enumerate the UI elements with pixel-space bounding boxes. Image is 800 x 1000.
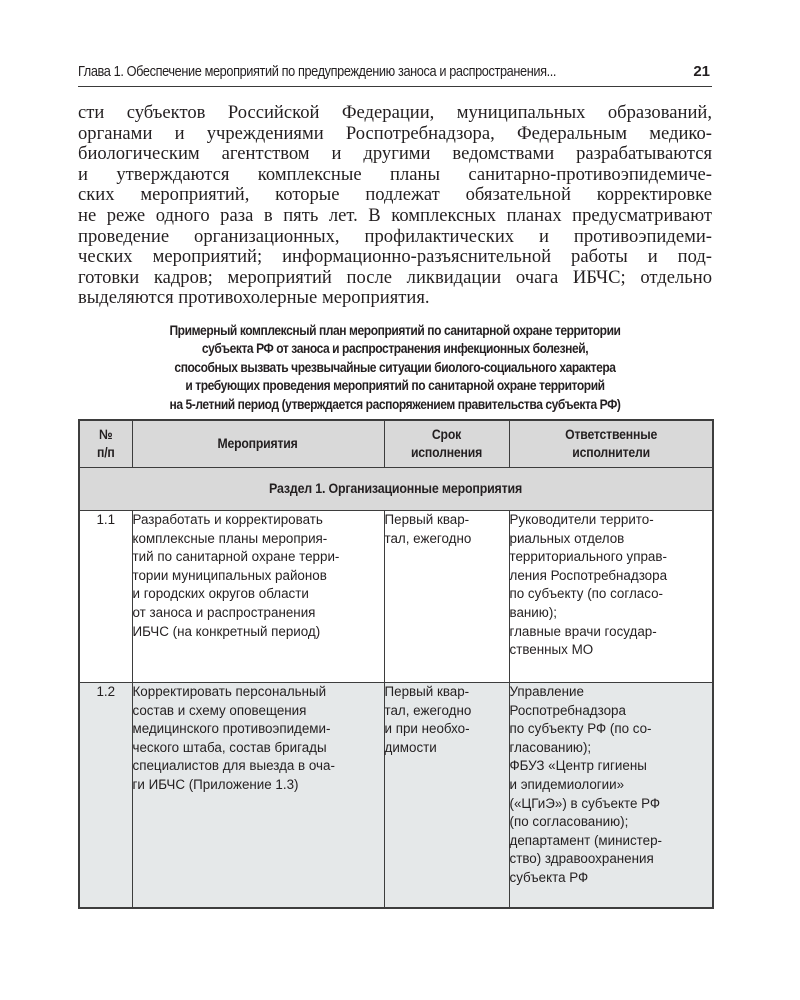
paragraph-line: и утверждаются комплексные планы санитарно-противоэпидемиче-: [78, 163, 712, 185]
cell-line: от заноса и распространения: [132, 604, 316, 620]
cell-line: Первый квар-: [384, 684, 470, 699]
caption-line: способных вызвать чрезвычайные ситуации биолого-социального характера: [174, 358, 616, 375]
header-text: Мероприятия: [217, 436, 299, 451]
cell-line: специалистов для выезда в оча-: [132, 758, 335, 774]
cell-line: Управление: [509, 684, 584, 699]
section-title: [79, 468, 713, 511]
paragraph-line: сти субъектов Российской Федерации, муниципальных образований,: [78, 102, 712, 123]
paragraph-line: выделяются противохолерные мероприятия.: [78, 287, 430, 309]
section-title-text: Раздел 1. Организационные мероприятия: [269, 480, 523, 496]
header-text: п/п: [96, 445, 115, 460]
header-number: [79, 420, 132, 468]
body-paragraph: [78, 103, 712, 309]
cell-line: тал, ежегодно: [384, 702, 472, 718]
cell-line: димости: [384, 739, 437, 755]
caption-line: на 5-летний период (утверждается распоряжением правительства субъекта РФ): [169, 395, 621, 412]
header-text: Срок: [431, 427, 462, 442]
row-responsible: [509, 683, 713, 909]
cell-line: ванию);: [509, 604, 558, 620]
row-deadline: [384, 511, 509, 683]
cell-line: комплексные планы мероприя-: [132, 530, 328, 546]
cell-line: Роспотребнадзора: [509, 702, 626, 718]
cell-line: по субъекту РФ (по со-: [509, 721, 652, 737]
caption-line: субъекта РФ от заноса и распространения инфекционных болезней,: [201, 340, 589, 357]
cell-line: ческого штаба, состав бригады: [132, 739, 327, 755]
paragraph-line: проведение организационных, профилактических и противоэпидеми-: [78, 225, 712, 247]
cell-line: риальных отделов: [509, 530, 625, 546]
header-responsible: [509, 420, 713, 468]
row-number: 1.2: [79, 683, 132, 909]
table-header-row: [79, 420, 713, 468]
caption-line: и требующих проведения мероприятий по санитарной охране территорий: [185, 377, 605, 394]
header-text: исполнители: [571, 445, 650, 460]
cell-line: состав и схему оповещения: [132, 702, 307, 718]
cell-line: территориального управ-: [509, 549, 667, 565]
caption-line: Примерный комплексный план мероприятий по санитарной охране территории: [169, 322, 621, 338]
cell-line: субъекта РФ: [509, 869, 589, 885]
cell-line: тории муниципальных районов: [132, 567, 327, 583]
paragraph-line: биологическим агентством и другими ведомствами разрабатываются: [78, 143, 712, 165]
cell-line: департамент (министер-: [509, 832, 662, 848]
page-number: 21: [693, 63, 710, 80]
cell-line: ство) здравоохранения: [509, 851, 654, 867]
table-row: [79, 511, 713, 683]
paragraph-line: ческих мероприятий; информационно-разъяснительной работы и под-: [78, 246, 712, 268]
row-number: 1.1: [79, 511, 132, 683]
cell-line: гласованию);: [509, 739, 592, 755]
cell-line: Разработать и корректировать: [132, 512, 323, 527]
header-deadline: [384, 420, 509, 468]
section-row: [79, 468, 713, 511]
paragraph-line: ских мероприятий, которые подлежат обязательной корректировке: [78, 184, 712, 206]
cell-line: Руководители террито-: [509, 512, 654, 527]
paragraph-line: не реже одного раза в пять лет. В комплексных планах предусматривают: [78, 204, 712, 226]
cell-line: ственных МО: [509, 642, 594, 658]
header-text: №: [98, 427, 113, 442]
cell-line: ги ИБЧС (Приложение 1.3): [132, 776, 299, 792]
cell-line: («ЦГиЭ») в субъекте РФ: [509, 795, 661, 811]
cell-line: ФБУЗ «Центр гигиены: [509, 758, 647, 774]
chapter-title: Глава 1. Обеспечение мероприятий по предупреждению заноса и распространения...: [78, 64, 557, 80]
running-head: [78, 62, 712, 87]
row-deadline: [384, 683, 509, 909]
cell-line: Корректировать персональный: [132, 684, 327, 699]
row-activity: [132, 511, 384, 683]
row-responsible: [509, 511, 713, 683]
cell-line: тий по санитарной охране терри-: [132, 549, 340, 565]
table-row: [79, 683, 713, 909]
header-activity: [132, 420, 384, 468]
cell-line: (по согласованию);: [509, 814, 629, 830]
cell-line: и при необхо-: [384, 721, 470, 737]
cell-line: по субъекту (по согласо-: [509, 586, 663, 602]
cell-line: и городских округов области: [132, 586, 309, 602]
cell-line: главные врачи государ-: [509, 623, 657, 639]
plan-table: [78, 419, 714, 909]
cell-line: тал, ежегодно: [384, 530, 472, 546]
paragraph-line: готовки кадров; мероприятий после ликвидации очага ИБЧС; отдельно: [78, 266, 712, 288]
cell-line: ления Роспотребнадзора: [509, 567, 668, 583]
cell-line: ИБЧС (на конкретный период): [132, 623, 321, 639]
paragraph-line: органами и учреждениями Роспотребнадзора, Федеральным медико-: [78, 122, 712, 144]
row-activity: [132, 683, 384, 909]
header-text: Ответственные: [564, 427, 657, 442]
table-caption: [78, 321, 712, 413]
cell-line: медицинского противоэпидеми-: [132, 721, 331, 737]
header-text: исполнения: [410, 445, 483, 460]
cell-line: Первый квар-: [384, 512, 470, 527]
cell-line: и эпидемиологии»: [509, 776, 625, 792]
